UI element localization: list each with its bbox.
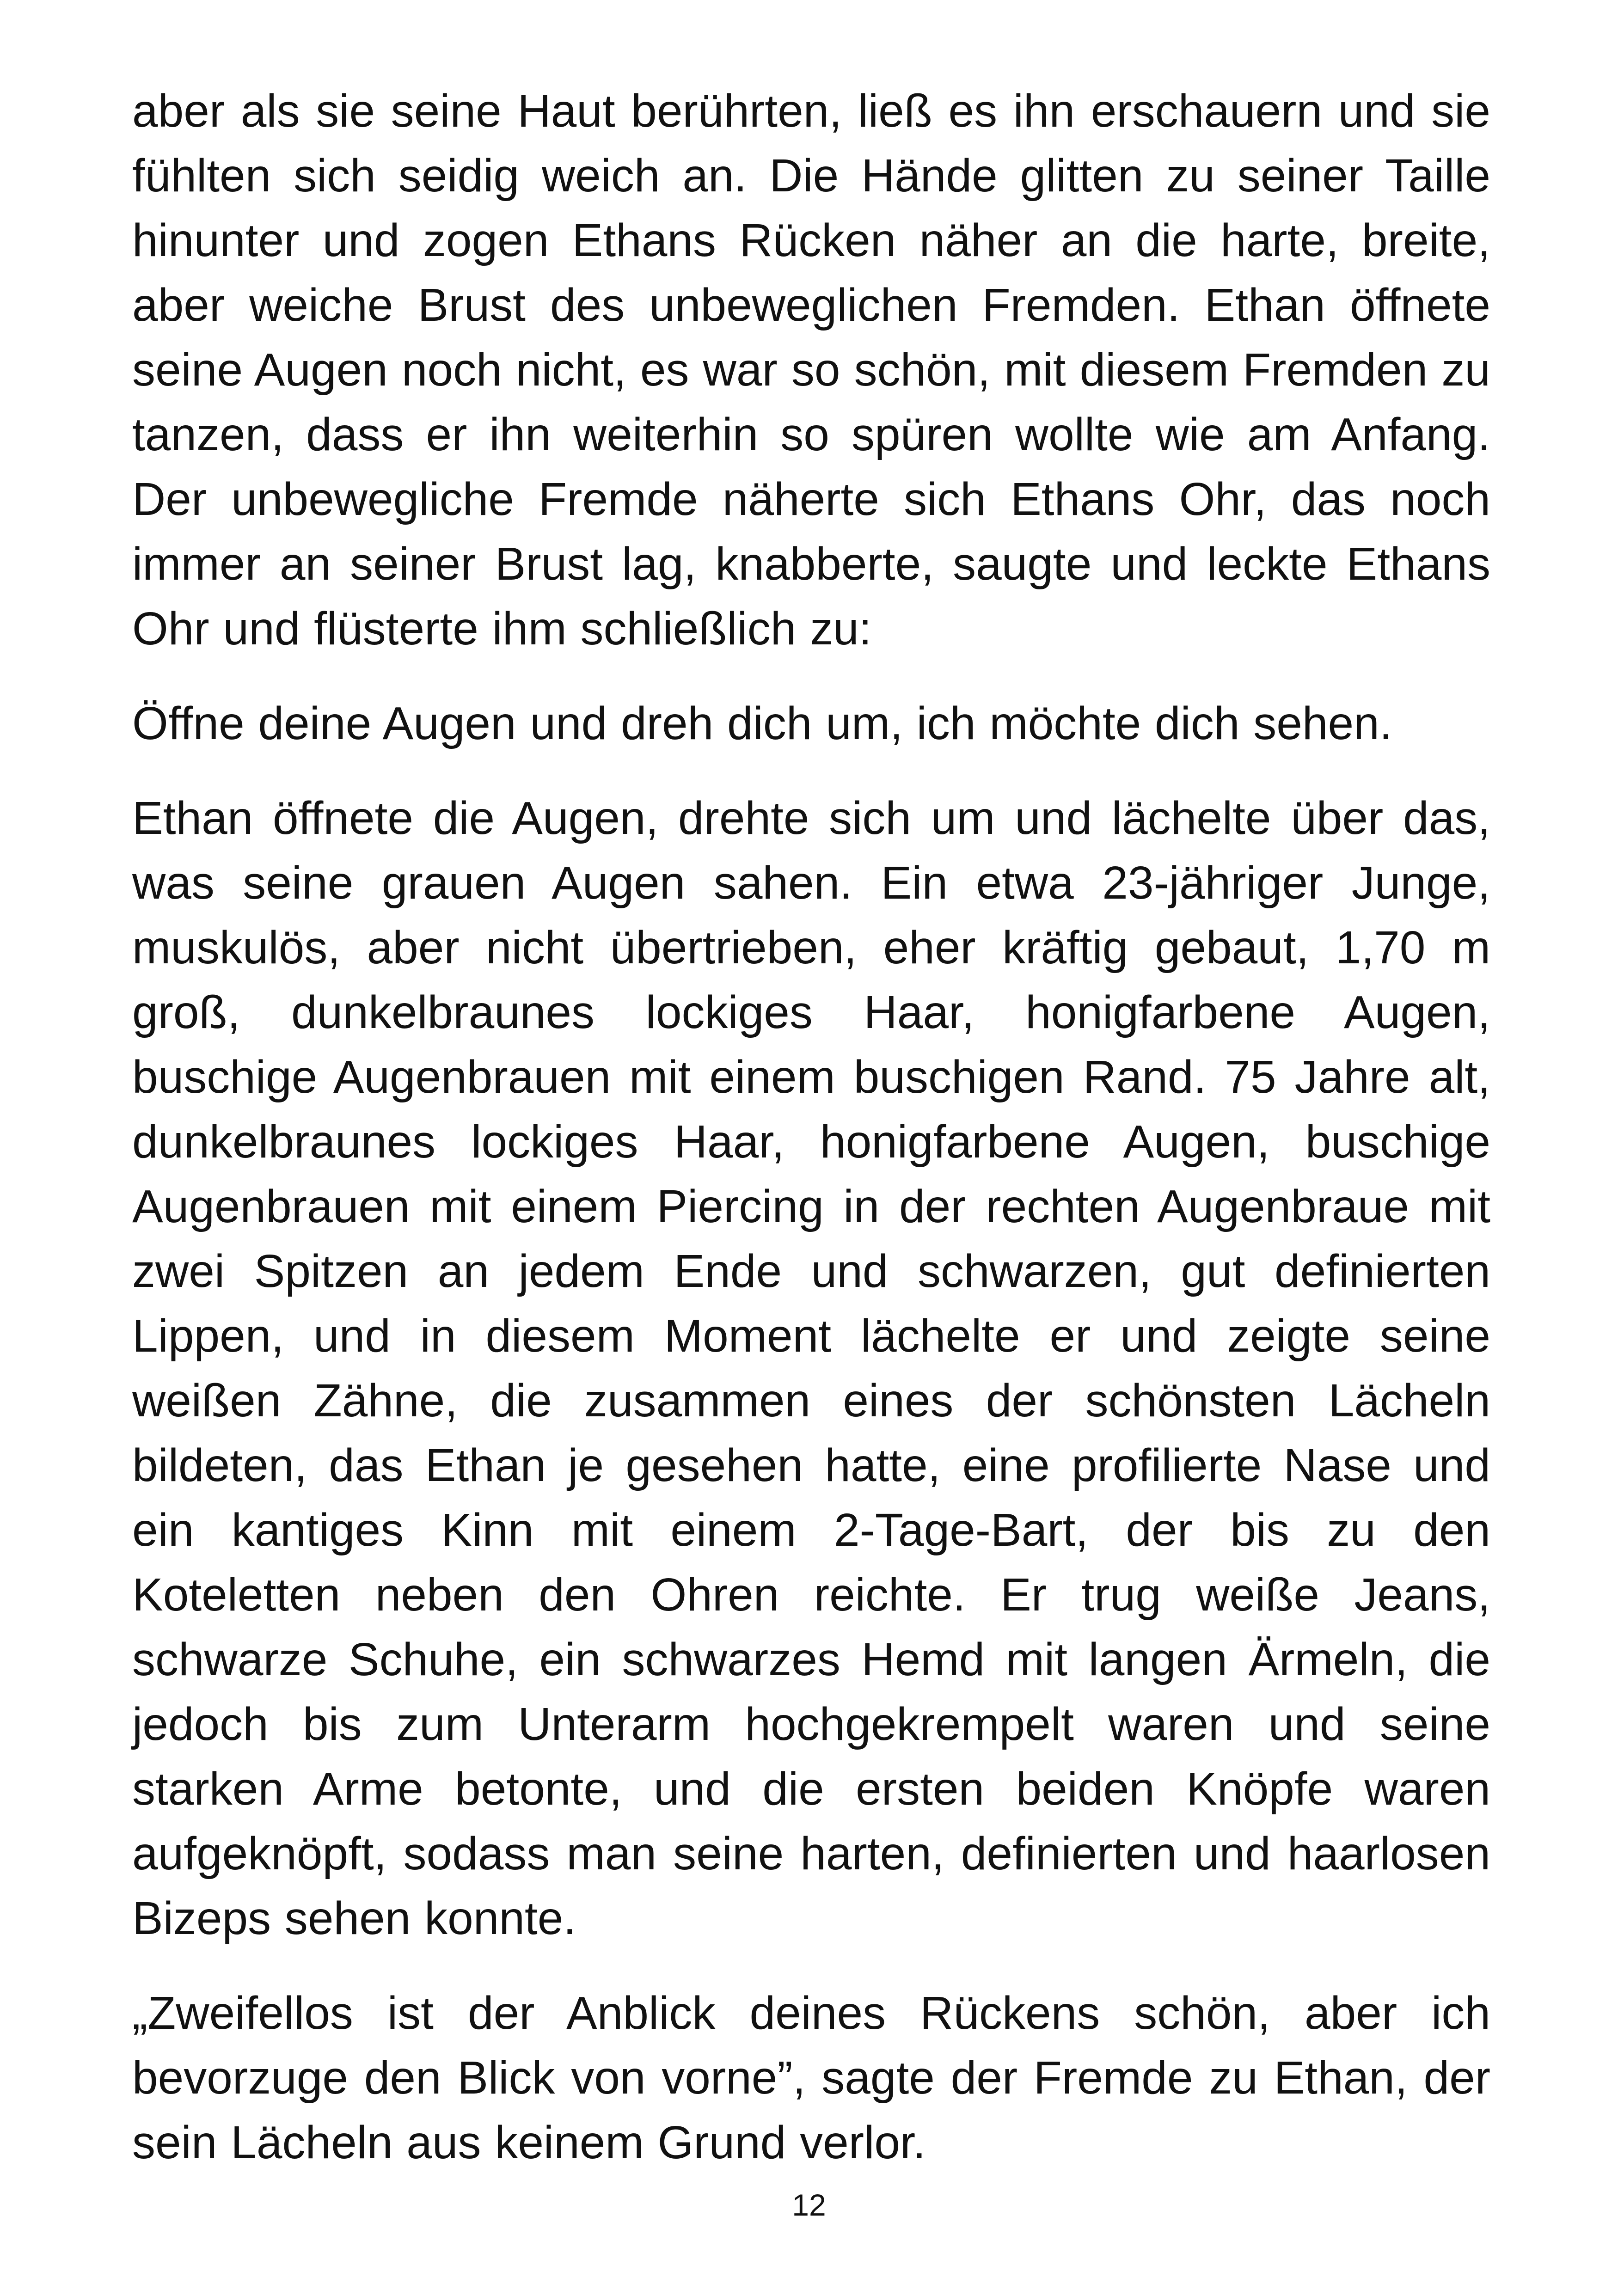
paragraph-4: „Zweifellos ist der Anblick deines Rückens schön, aber ich bevorzuge den Blick von vorne”, sagte der Fremde zu Ethan, der sein Lächeln aus keinem Grund verlor.	[132, 1987, 1490, 2168]
paragraph-1: aber als sie seine Haut berührten, ließ es ihn erschauern und sie fühlten sich seidig weich an. Die Hände glitten zu seiner Taille hinunter und zogen Ethans Rücken näher an die harte, breite, aber weiche Brust des unbeweglichen Fremden. Ethan öffnete seine Augen noch nicht, es war so schön, mit diesem Fremden zu tanzen, dass er ihn weiterhin so spüren wollte wie am Anfang. Der unbewegliche Fremde näherte sich Ethans Ohr, das noch immer an seiner Brust lag, knabberte, saugte und leckte Ethans Ohr und flüsterte ihm schließlich zu:	[132, 85, 1490, 655]
paragraph-2: Öffne deine Augen und dreh dich um, ich möchte dich sehen.	[132, 698, 1392, 749]
paragraph-3: Ethan öffnete die Augen, drehte sich um und lächelte über das, was seine grauen Augen sahen. Ein etwa 23-jähriger Junge, muskulös, aber nicht übertrieben, eher kräftig gebaut, 1,70 m groß, dunkelbraunes lockiges Haar, honigfarbene Augen, buschige Augenbrauen mit einem buschigen Rand. 75 Jahre alt, dunkelbraunes lockiges Haar, honigfarbene Augen, buschige Augenbrauen mit einem Piercing in der rechten Augenbraue mit zwei Spitzen an jedem Ende und schwarzen, gut definierten Lippen, und in diesem Moment lächelte er und zeigte seine weißen Zähne, die zusammen eines der schönsten Lächeln bildeten, das Ethan je gesehen hatte, eine profilierte Nase und ein kantiges Kinn mit einem 2-Tage-Bart, der bis zu den Koteletten neben den Ohren reichte. Er trug weiße Jeans, schwarze Schuhe, ein schwarzes Hemd mit langen Ärmeln, die jedoch bis zum Unterarm hochgekrempelt waren und seine starken Arme betonte, und die ersten beiden Knöpfe waren aufgeknöpft, sodass man seine harten, definierten und haarlosen Bizeps sehen konnte.	[132, 792, 1490, 1944]
page-number: 12	[792, 2188, 826, 2222]
body-text	[132, 79, 1490, 2205]
